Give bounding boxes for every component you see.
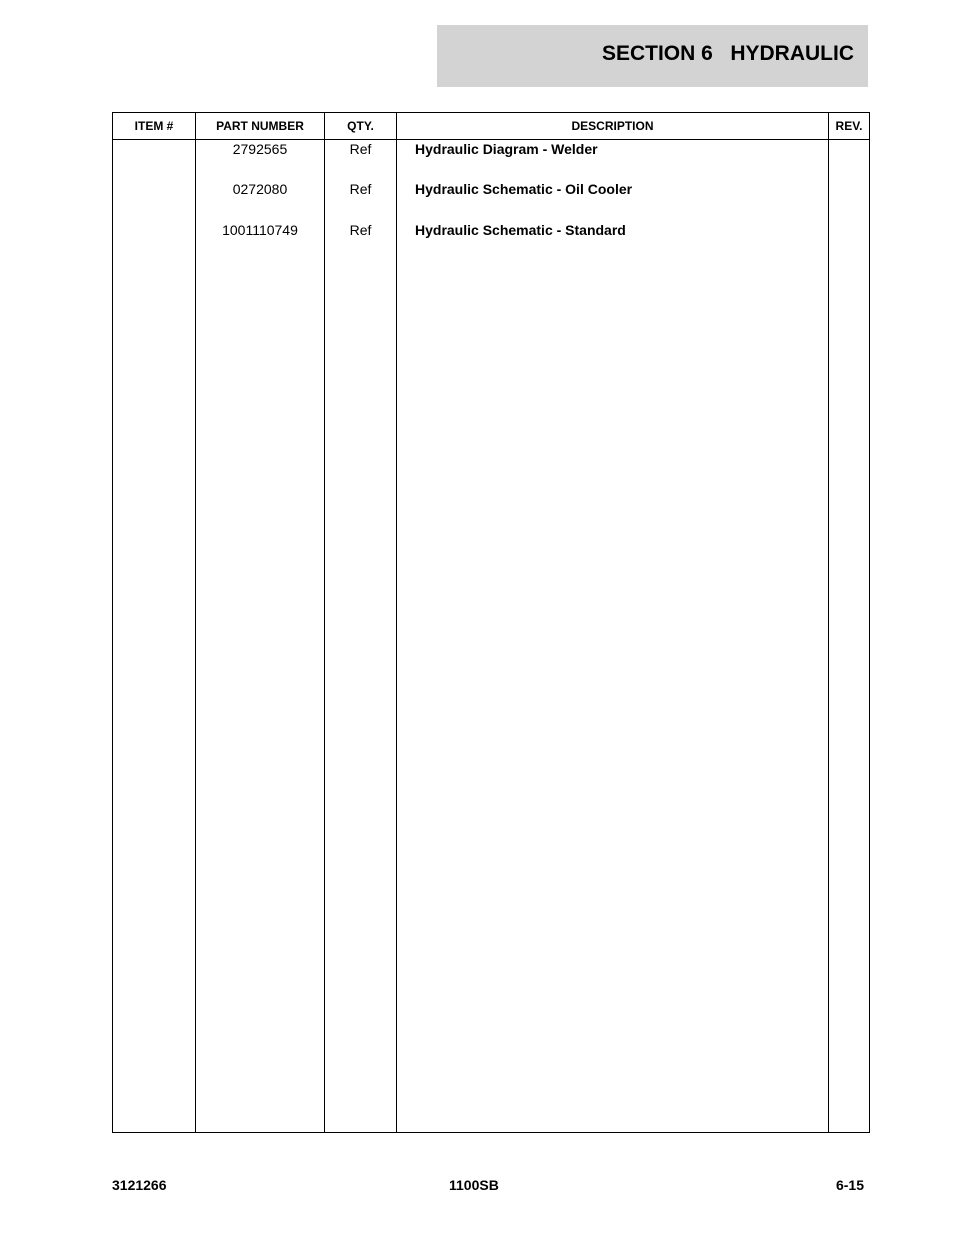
column-divider: [828, 113, 829, 1132]
description-cell: Hydraulic Schematic - Standard: [415, 222, 626, 238]
qty-cell: Ref: [349, 222, 372, 238]
part-number-cell: 2792565: [232, 141, 288, 157]
parts-table: [112, 112, 870, 1133]
footer-page-number: 6-15: [835, 1177, 864, 1193]
footer-doc-number: 3121266: [112, 1177, 167, 1193]
column-divider: [324, 113, 325, 1132]
column-header-item: ITEM #: [134, 119, 174, 133]
column-header-rev: REV.: [835, 119, 863, 133]
qty-cell: Ref: [349, 181, 372, 197]
column-divider: [195, 113, 196, 1132]
part-number-cell: 1001110749: [222, 222, 298, 238]
column-divider: [396, 113, 397, 1132]
column-header-description: DESCRIPTION: [571, 119, 654, 133]
part-number-cell: 0272080: [232, 181, 288, 197]
description-cell: Hydraulic Diagram - Welder: [415, 141, 598, 157]
qty-cell: Ref: [349, 141, 372, 157]
section-title: SECTION 6 HYDRAULIC: [601, 42, 854, 65]
column-header-part-number: PART NUMBER: [216, 119, 304, 133]
footer-model: 1100SB: [449, 1177, 499, 1193]
description-cell: Hydraulic Schematic - Oil Cooler: [415, 181, 633, 197]
section-header: [437, 25, 868, 87]
header-divider: [113, 139, 869, 140]
column-header-qty: QTY.: [347, 119, 374, 133]
